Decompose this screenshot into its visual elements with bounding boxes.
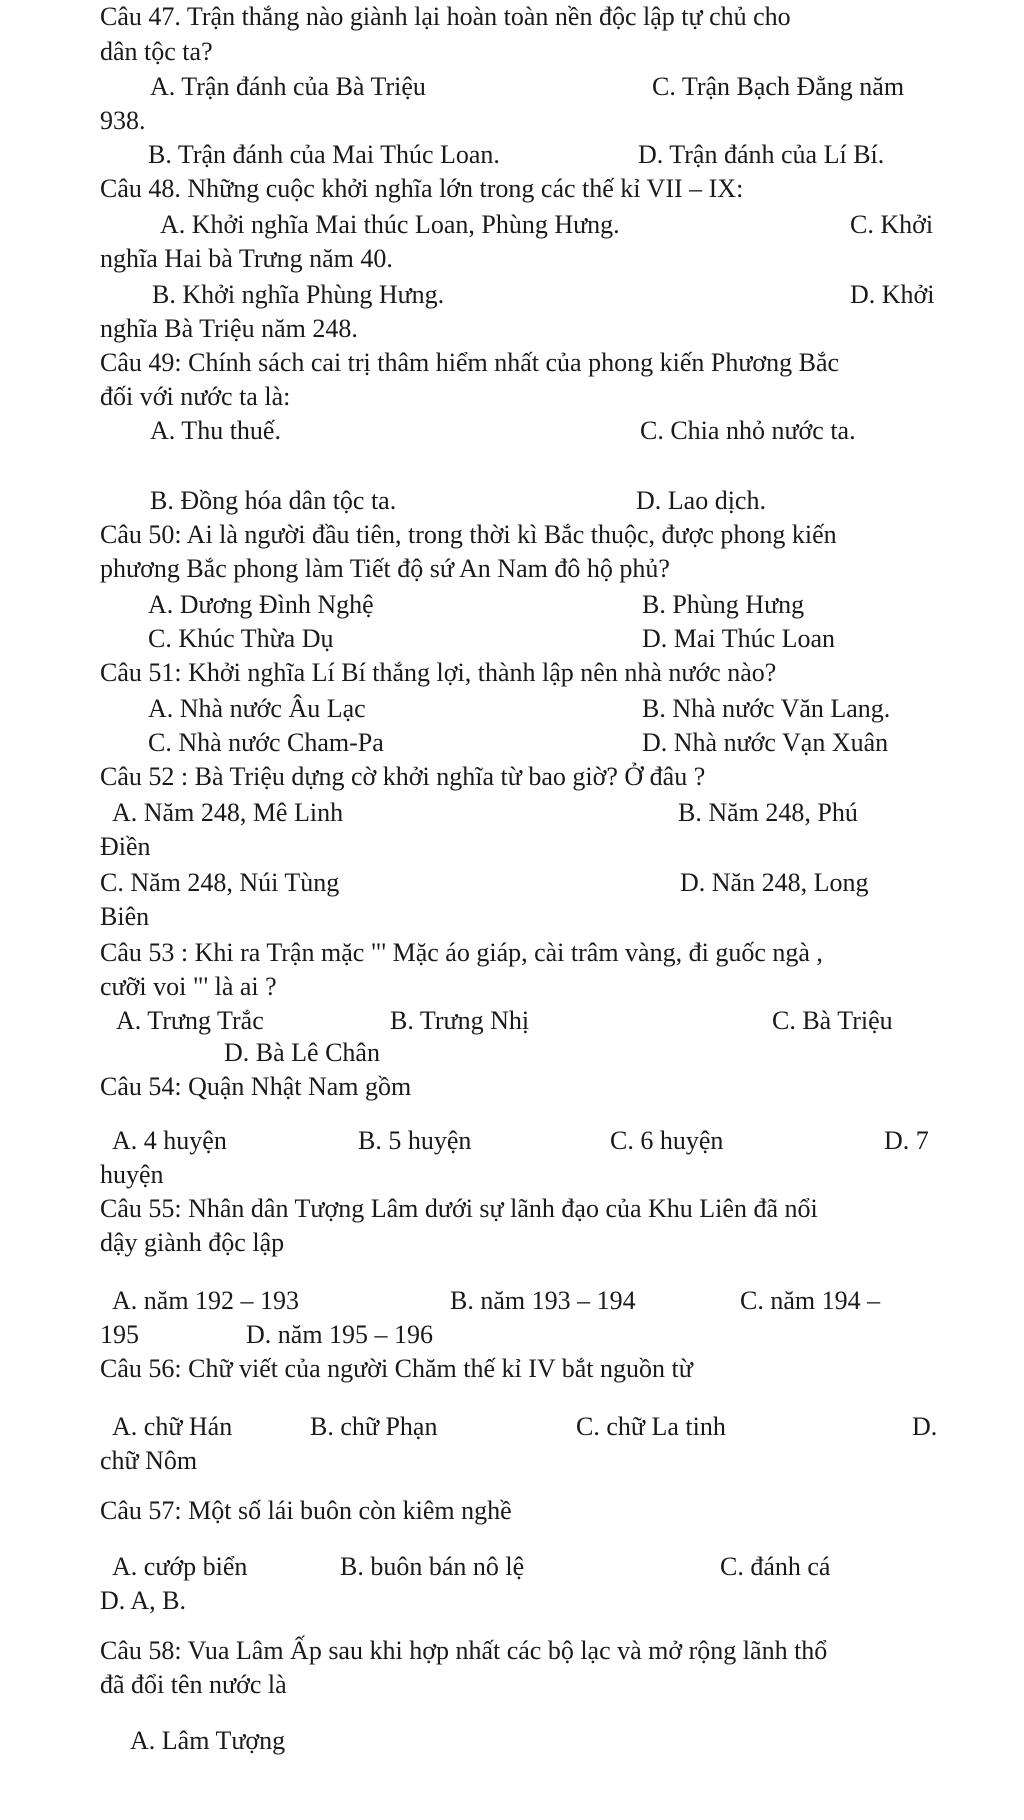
question-51-line-1: Câu 51: Khởi nghĩa Lí Bí thắng lợi, thành lập nên nhà nước nào? — [100, 658, 777, 687]
question-55-option-b: B. năm 193 – 194 — [450, 1286, 636, 1315]
question-53-option-a: A. Trưng Trắc — [116, 1006, 264, 1035]
question-51-option-b: B. Nhà nước Văn Lang. — [642, 694, 891, 723]
question-47-line-2: dân tộc ta? — [100, 37, 213, 66]
question-56-option-c: C. chữ La tinh — [576, 1412, 726, 1441]
question-56-option-a: A. chữ Hán — [112, 1412, 233, 1441]
question-57-option-a: A. cướp biển — [112, 1552, 248, 1581]
question-56-option-d: D. — [912, 1412, 938, 1441]
question-57-option-b: B. buôn bán nô lệ — [340, 1552, 525, 1581]
question-51-option-d: D. Nhà nước Vạn Xuân — [642, 728, 889, 757]
question-54-line-1: Câu 54: Quận Nhật Nam gồm — [100, 1072, 412, 1101]
question-47-option-b: B. Trận đánh của Mai Thúc Loan. — [148, 140, 500, 169]
question-55-option-c: C. năm 194 – — [740, 1286, 881, 1315]
question-52-option-a: A. Năm 248, Mê Linh — [112, 798, 344, 827]
question-50-option-b: B. Phùng Hưng — [642, 590, 805, 619]
question-50-line-1: Câu 50: Ai là người đầu tiên, trong thời kì Bắc thuộc, được phong kiến — [100, 520, 837, 549]
question-47-line-1: Câu 47. Trận thắng nào giành lại hoàn toàn nền độc lập tự chủ cho — [100, 2, 791, 31]
question-58-line-1: Câu 58: Vua Lâm Ấp sau khi hợp nhất các bộ lạc và mở rộng lãnh thổ — [100, 1636, 828, 1665]
question-50-option-d: D. Mai Thúc Loan — [642, 624, 836, 653]
question-50-option-c: C. Khúc Thừa Dụ — [148, 624, 334, 653]
question-53-line-1: Câu 53 : Khi ra Trận mặc "' Mặc áo giáp, cài trâm vàng, đi guốc ngà , — [100, 938, 823, 967]
question-54-option-d-continued: huyện — [100, 1160, 164, 1189]
question-53-option-c: C. Bà Triệu — [772, 1006, 893, 1035]
question-48-option-a: A. Khởi nghĩa Mai thúc Loan, Phùng Hưng. — [160, 210, 620, 239]
question-50-line-2: phương Bắc phong làm Tiết độ sứ An Nam đô hộ phủ? — [100, 554, 670, 583]
question-49-option-a: A. Thu thuế. — [150, 416, 281, 445]
question-49-line-1: Câu 49: Chính sách cai trị thâm hiểm nhất của phong kiến Phương Bắc — [100, 348, 840, 377]
question-47-option-a: A. Trận đánh của Bà Triệu — [150, 72, 426, 101]
question-52-option-b: B. Năm 248, Phú — [678, 798, 858, 827]
question-53-option-d: D. Bà Lê Chân — [224, 1038, 380, 1067]
question-54-option-c: C. 6 huyện — [610, 1126, 724, 1155]
question-55-option-d: D. năm 195 – 196 — [246, 1320, 434, 1349]
question-54-option-b: B. 5 huyện — [358, 1126, 472, 1155]
question-49-option-b: B. Đồng hóa dân tộc ta. — [150, 486, 397, 515]
question-53-line-2: cưỡi voi "' là ai ? — [100, 972, 277, 1001]
question-52-option-d-continued: Biên — [100, 902, 150, 931]
question-47-option-c-continued: 938. — [100, 106, 146, 135]
question-54-option-a: A. 4 huyện — [112, 1126, 227, 1155]
question-47-option-d: D. Trận đánh của Lí Bí. — [638, 140, 885, 169]
question-49-option-c: C. Chia nhỏ nước ta. — [640, 416, 856, 445]
question-51-option-c: C. Nhà nước Cham-Pa — [148, 728, 384, 757]
question-52-option-c: C. Năm 248, Núi Tùng — [100, 868, 340, 897]
question-49-option-d: D. Lao dịch. — [636, 486, 766, 515]
question-54-option-d: D. 7 — [884, 1126, 929, 1155]
question-49-line-2: đối với nước ta là: — [100, 382, 291, 411]
question-48-line-1: Câu 48. Những cuộc khởi nghĩa lớn trong các thế kỉ VII – IX: — [100, 174, 744, 203]
question-57-option-c: C. đánh cá — [720, 1552, 831, 1581]
question-47-option-c: C. Trận Bạch Đằng năm — [652, 72, 905, 101]
question-48-option-d-continued: nghĩa Bà Triệu năm 248. — [100, 314, 358, 343]
question-56-option-d-continued: chữ Nôm — [100, 1446, 198, 1475]
question-52-option-d: D. Năn 248, Long — [680, 868, 869, 897]
question-57-line-1: Câu 57: Một số lái buôn còn kiêm nghề — [100, 1496, 512, 1525]
question-48-option-c-continued: nghĩa Hai bà Trưng năm 40. — [100, 244, 393, 273]
question-53-option-b: B. Trưng Nhị — [390, 1006, 530, 1035]
question-56-line-1: Câu 56: Chữ viết của người Chăm thế kỉ IV bắt nguồn từ — [100, 1354, 693, 1383]
question-58-line-2: đã đổi tên nước là — [100, 1670, 287, 1699]
question-55-line-2: dậy giành độc lập — [100, 1228, 285, 1257]
question-52-option-b-continued: Điền — [100, 832, 151, 861]
question-55-option-c-continued: 195 — [100, 1320, 139, 1349]
question-55-line-1: Câu 55: Nhân dân Tượng Lâm dưới sự lãnh đạo của Khu Liên đã nổi — [100, 1194, 818, 1223]
question-51-option-a: A. Nhà nước Âu Lạc — [148, 694, 366, 723]
question-48-option-b: B. Khởi nghĩa Phùng Hưng. — [152, 280, 445, 309]
question-48-option-c: C. Khởi — [850, 210, 934, 239]
question-56-option-b: B. chữ Phạn — [310, 1412, 438, 1441]
question-52-line-1: Câu 52 : Bà Triệu dựng cờ khởi nghĩa từ bao giờ? Ở đâu ? — [100, 762, 706, 791]
question-48-option-d: D. Khởi — [850, 280, 935, 309]
question-57-option-d: D. A, B. — [100, 1586, 186, 1615]
question-58-option-a: A. Lâm Tượng — [130, 1726, 286, 1755]
question-50-option-a: A. Dương Đình Nghệ — [148, 590, 374, 619]
question-55-option-a: A. năm 192 – 193 — [112, 1286, 300, 1315]
